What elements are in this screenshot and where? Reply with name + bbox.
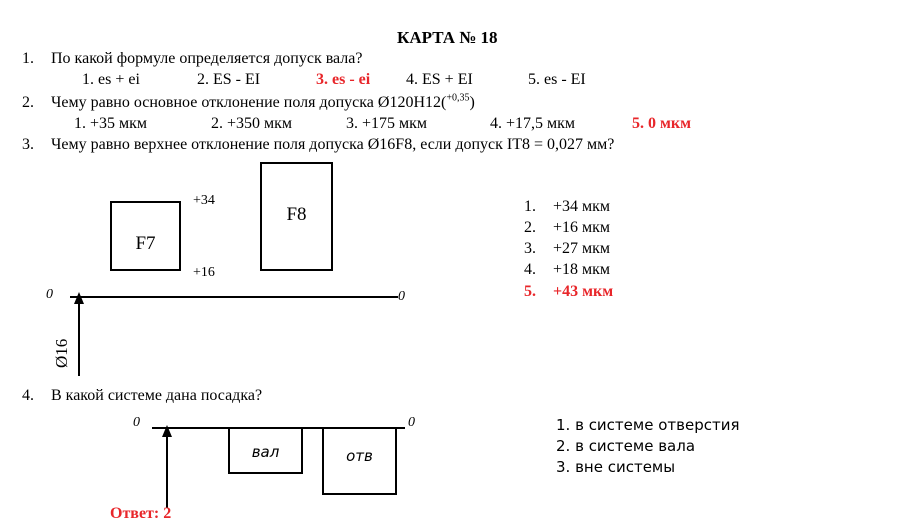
arrow-up-icon (74, 292, 84, 304)
zero-label-left: 0 (46, 287, 53, 302)
q4-answer: Ответ: 2 (110, 505, 172, 522)
q3-option-4-num: 4. (524, 261, 536, 278)
zero-line (70, 296, 398, 298)
q3-option-2-value: +16 мкм (553, 219, 611, 236)
q2-number: 2. (22, 94, 34, 111)
q2-option-3: 3. +175 мкм (346, 115, 428, 132)
zero-label-right: 0 (398, 289, 405, 304)
q2-option-5-correct: 5. 0 мкм (632, 115, 692, 132)
hole-box (322, 427, 397, 495)
q4-zero-label-left: 0 (133, 415, 140, 430)
diameter-label: Ø16 (52, 338, 71, 368)
q4-arrow-up-icon (162, 425, 172, 437)
q2-text-main: Чему равно основное отклонение поля допуска Ø120H12( (51, 94, 447, 111)
f7-label: F7 (135, 233, 156, 254)
card-title: КАРТА № 18 (397, 28, 498, 47)
q1-text: По какой формуле определяется допуск вала? (51, 50, 363, 67)
q4-option-3: 3. вне системы (556, 458, 676, 476)
shaft-box (228, 427, 303, 474)
q2-text (51, 94, 475, 112)
q2-tolerance-sup: +0,35 (446, 92, 470, 104)
q3-option-1-num: 1. (524, 198, 536, 215)
q2-option-2: 2. +350 мкм (211, 115, 293, 132)
q1-option-2: 2. ES - EI (197, 71, 261, 88)
q1-number: 1. (22, 50, 34, 67)
q3-option-2-num: 2. (524, 219, 536, 236)
q2-option-1: 1. +35 мкм (74, 115, 148, 132)
dimension-line (78, 303, 80, 376)
q2-text-close: ) (469, 94, 475, 111)
q4-option-1: 1. в системе отверстия (556, 416, 740, 434)
q3-option-3-num: 3. (524, 240, 536, 257)
q3-option-3-value: +27 мкм (553, 240, 611, 257)
q3-option-5-value-correct: +43 мкм (553, 283, 614, 300)
q4-number: 4. (22, 387, 34, 404)
q3-text: Чему равно верхнее отклонение поля допуска Ø16F8, если допуск IT8 = 0,027 мм? (51, 136, 615, 153)
f8-field-box (260, 162, 333, 271)
f8-label: F8 (286, 204, 307, 225)
hole-label: отв (346, 447, 373, 465)
q1-option-1: 1. es + ei (82, 71, 140, 88)
q1-option-5: 5. es - EI (528, 71, 586, 88)
q3-option-5-num: 5. (524, 283, 536, 300)
q4-dimension-line (166, 436, 168, 508)
lower-deviation-label: +16 (193, 265, 215, 280)
q3-number: 3. (22, 136, 34, 153)
shaft-label: вал (251, 443, 280, 461)
upper-deviation-label: +34 (193, 193, 215, 208)
q3-option-4-value: +18 мкм (553, 261, 611, 278)
q4-text: В какой системе дана посадка? (51, 387, 263, 404)
q4-zero-label-right: 0 (408, 415, 415, 430)
q1-option-3-correct: 3. es - ei (316, 71, 371, 88)
q3-option-1-value: +34 мкм (553, 198, 611, 215)
f7-field-box (110, 201, 181, 271)
q4-option-2: 2. в системе вала (556, 437, 696, 455)
q2-option-4: 4. +17,5 мкм (490, 115, 576, 132)
q1-option-4: 4. ES + EI (406, 71, 473, 88)
